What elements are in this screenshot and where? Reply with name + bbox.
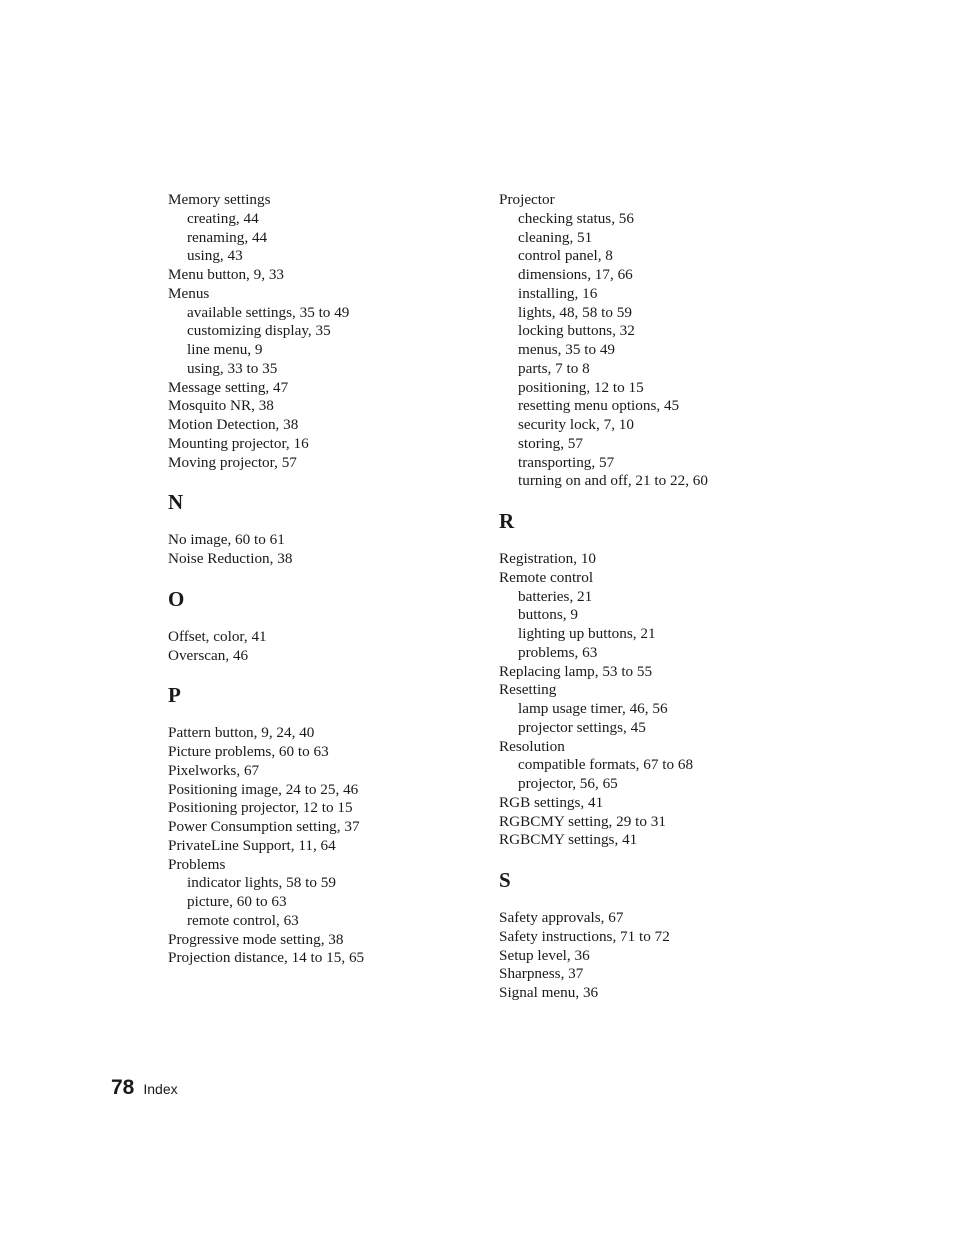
index-subentry: resetting menu options, 45	[518, 397, 680, 415]
index-subentry: lighting up buttons, 21	[518, 625, 656, 642]
index-entry: Safety instructions, 71 to 72	[499, 927, 670, 945]
index-entry: Pixelworks, 67	[168, 761, 260, 779]
index-subentry: lamp usage timer, 46, 56	[518, 700, 668, 717]
index-subentry: checking status, 56	[518, 209, 634, 227]
index-subentry: batteries, 21	[518, 587, 593, 605]
index-entry: Signal menu, 36	[499, 984, 599, 1001]
index-column-left	[168, 191, 468, 968]
index-entry: Safety approvals, 67	[499, 909, 624, 926]
index-entry: Registration, 10	[499, 550, 597, 567]
page-footer	[111, 1076, 178, 1100]
index-entry: Resetting	[499, 681, 557, 699]
index-entry: Picture problems, 60 to 63	[168, 743, 329, 760]
index-subentry: installing, 16	[518, 284, 598, 302]
index-entry: Mosquito NR, 38	[168, 397, 274, 415]
index-entry: PrivateLine Support, 11, 64	[168, 836, 336, 854]
index-column-right	[499, 191, 799, 1003]
index-entry: Progressive mode setting, 38	[168, 930, 344, 948]
index-entry: Pattern button, 9, 24, 40	[168, 724, 315, 742]
index-subentry: creating, 44	[187, 209, 259, 227]
index-entry: No image, 60 to 61	[168, 531, 285, 549]
index-subentry: storing, 57	[518, 434, 583, 452]
index-subentry: projector, 56, 65	[518, 775, 618, 792]
index-entry: Motion Detection, 38	[168, 416, 299, 433]
index-subentry: lights, 48, 58 to 59	[518, 303, 632, 321]
index-entry: Projection distance, 14 to 15, 65	[168, 949, 365, 967]
index-entry: RGB settings, 41	[499, 793, 604, 811]
section-letter-heading: P	[168, 683, 181, 708]
index-entry: Positioning image, 24 to 25, 46	[168, 780, 359, 798]
index-entry: Mounting projector, 16	[168, 434, 309, 452]
index-subentry: buttons, 9	[518, 606, 578, 624]
index-subentry: picture, 60 to 63	[187, 893, 287, 910]
index-subentry: security lock, 7, 10	[518, 416, 634, 433]
index-entry: Problems	[168, 855, 226, 873]
index-entry: RGBCMY setting, 29 to 31	[499, 812, 666, 830]
index-entry: Menus	[168, 284, 210, 302]
index-subentry: cleaning, 51	[518, 228, 593, 246]
index-entry: Memory settings	[168, 191, 271, 208]
index-subentry: menus, 35 to 49	[518, 341, 616, 358]
index-subentry: positioning, 12 to 15	[518, 378, 644, 396]
index-subentry: locking buttons, 32	[518, 322, 635, 340]
index-subentry: projector settings, 45	[518, 718, 646, 736]
index-subentry: transporting, 57	[518, 453, 615, 471]
index-entry: Positioning projector, 12 to 15	[168, 799, 353, 817]
index-entry: Sharpness, 37	[499, 965, 584, 983]
index-entry: RGBCMY settings, 41	[499, 831, 638, 849]
index-subentry: control panel, 8	[518, 247, 613, 265]
index-entry: Replacing lamp, 53 to 55	[499, 662, 653, 680]
index-subentry: available settings, 35 to 49	[187, 303, 350, 321]
index-subentry: dimensions, 17, 66	[518, 266, 633, 283]
section-label: Index	[143, 1081, 178, 1097]
index-entry: Remote control	[499, 568, 594, 586]
section-letter-heading: R	[499, 509, 515, 533]
page-number: 78	[111, 1076, 135, 1099]
section-letter-heading: N	[168, 490, 184, 515]
index-entry: Projector	[499, 191, 555, 208]
index-subentry: compatible formats, 67 to 68	[518, 756, 694, 774]
index-entry: Power Consumption setting, 37	[168, 818, 360, 835]
index-entry: Menu button, 9, 33	[168, 266, 285, 283]
index-entry: Noise Reduction, 38	[168, 550, 293, 567]
index-subentry: turning on and off, 21 to 22, 60	[518, 472, 708, 490]
section-letter-heading: S	[499, 868, 511, 892]
index-entry: Offset, color, 41	[168, 627, 267, 645]
index-subentry: parts, 7 to 8	[518, 359, 590, 377]
index-entry: Message setting, 47	[168, 378, 289, 396]
index-subentry: using, 43	[187, 247, 243, 265]
index-subentry: remote control, 63	[187, 911, 299, 929]
index-subentry: indicator lights, 58 to 59	[187, 874, 336, 892]
index-subentry: renaming, 44	[187, 228, 268, 246]
index-entry: Resolution	[499, 737, 565, 755]
index-subentry: problems, 63	[518, 643, 598, 661]
section-letter-heading: O	[168, 586, 185, 611]
index-subentry: customizing display, 35	[187, 322, 331, 340]
index-entry: Setup level, 36	[499, 946, 590, 964]
index-subentry: line menu, 9	[187, 341, 263, 358]
index-subentry: using, 33 to 35	[187, 359, 278, 377]
index-entry: Moving projector, 57	[168, 453, 297, 471]
index-entry: Overscan, 46	[168, 646, 249, 664]
